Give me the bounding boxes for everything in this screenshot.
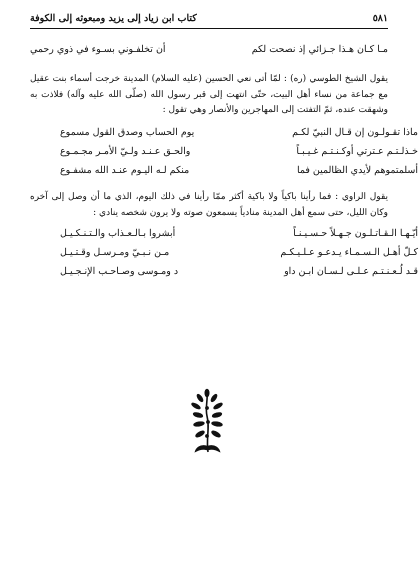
floral-ornament-icon xyxy=(186,388,230,454)
hemistich-right: أيّـهـا الـقـاتـلـون جـهـلاً حـسـيـنـاً xyxy=(293,228,418,239)
hemistich-right: مـا كـان هـذا جـزائي إذ نصحت لكم xyxy=(251,44,388,55)
hemistich-right: خـذلـتـم عـترتي أوكـنـتـم غـيـبـاً xyxy=(296,146,418,157)
paragraph-tusi: يقول الشيخ الطوسي (ره) : لمّا أتى نعي الحسين (عليه السلام) المدينة خرجت أسماء بنت عقيل مع جماعة من نساء أهل البيت، حتّى انتهت إلى قبر رسول الله (صلّى الله عليه وآله) فلاذت به وشهقت عنده، ثمّ التفتت إلى المهاجرين والأنصار وهي تقول : xyxy=(30,74,388,115)
hemistich-right: قـد لُـعـنـتـم عـلـى لـسـان ابـن داو xyxy=(284,266,418,277)
hemistich-left: يوم الحساب وصدق القول مسموع xyxy=(60,127,195,138)
hemistich-left: أن تخلفـوني بسـوء في ذوي رحمي xyxy=(30,44,166,55)
page-number: ٥٨١ xyxy=(372,12,388,24)
page-header xyxy=(30,10,388,26)
verse-line xyxy=(60,165,418,182)
hemistich-left: أبشروا بـالـعـذاب والـتـنـكـيـل xyxy=(60,228,176,239)
header-rule xyxy=(30,28,388,29)
hemistich-left: منكم لـه اليـوم عنـد الله مشفـوع xyxy=(60,165,190,176)
paragraph-narrator: يقول الراوي : فما رأينا باكياً ولا باكية أكثر ممّا رأينا في ذلك اليوم، الذي ما أن وصل إلى آخره وكان الليل، حتى سمع أهل المدينة منادياً يسمعون صوته ولا يرون شخصه ينادي : xyxy=(30,192,388,218)
hemistich-left: مـن نـبـيّ ومـرسـل وقـتـيـل xyxy=(60,247,170,258)
hemistich-right: أسلمتموهم لأيدي الظالمين فما xyxy=(296,165,418,176)
running-title: كتاب ابن زياد إلى يزيد ومبعوثه إلى الكوفة xyxy=(30,12,197,24)
verse-line xyxy=(60,247,418,264)
verse-line xyxy=(60,228,418,245)
hemistich-right: ماذا تقـولـون إن قـال النبيّ لكـم xyxy=(292,127,418,138)
verse-line xyxy=(60,266,418,283)
hemistich-left: والحـق عـنـد ولـيّ الأمـر مجـمـوع xyxy=(60,146,191,157)
verse-line xyxy=(60,146,418,163)
hemistich-right: كـلّ أهـل الـسـمـاء يـدعـو عـلـيـكـم xyxy=(280,247,418,258)
verse-line xyxy=(30,44,388,61)
verse-line xyxy=(60,127,418,144)
hemistich-left: د ومـوسى وصـاحـب الإنـجـيـل xyxy=(60,266,179,277)
